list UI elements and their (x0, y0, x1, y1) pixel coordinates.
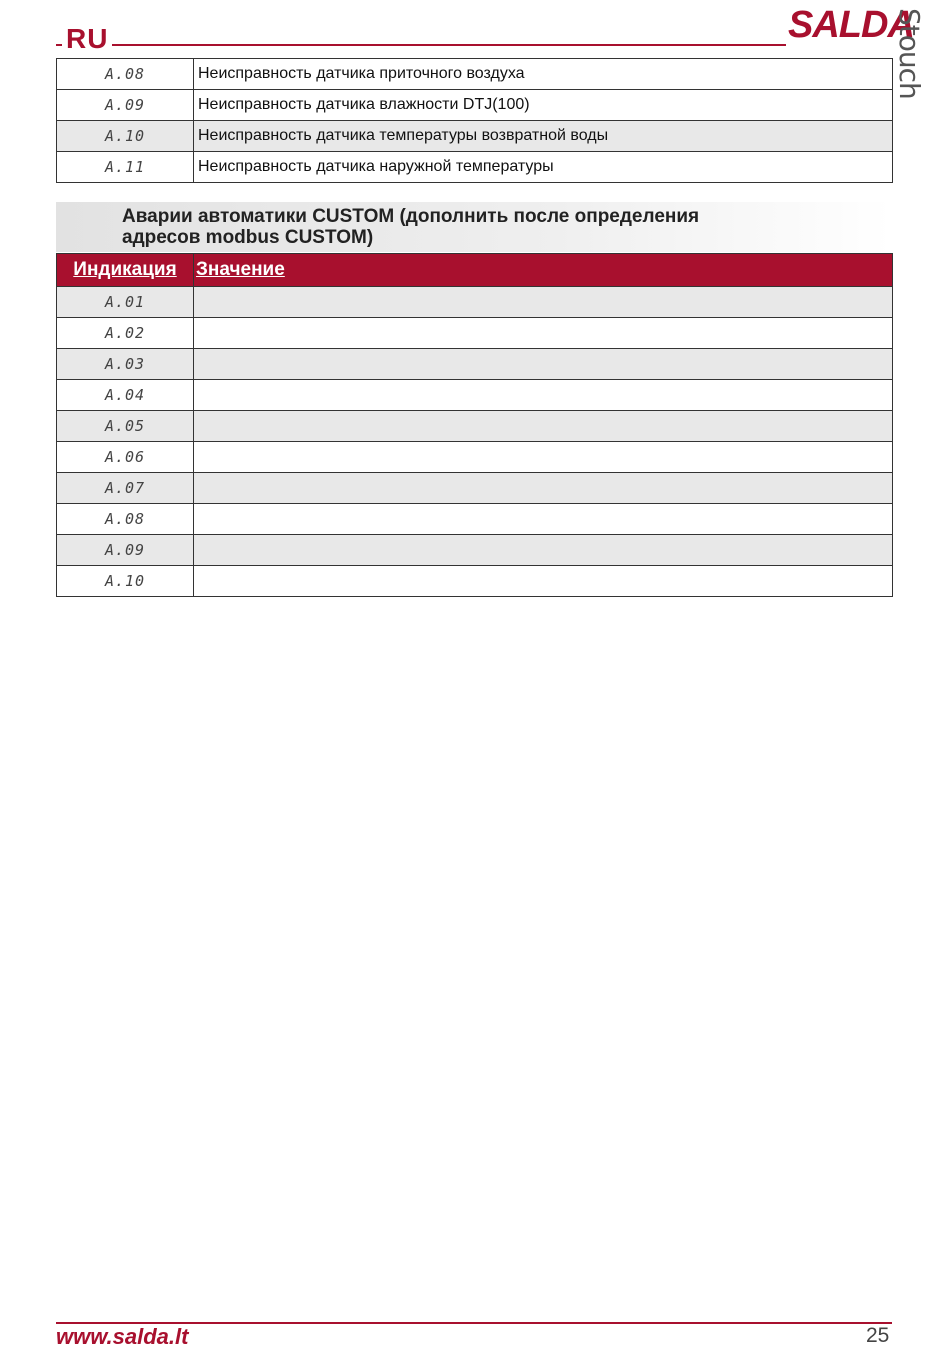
alarm-description: Неисправность датчика влажности DTJ(100) (194, 90, 893, 121)
table-row (57, 318, 893, 349)
section-title: Аварии автоматики CUSTOM (дополнить после определения адресов modbus CUSTOM) (122, 206, 700, 248)
alarm-value (194, 504, 893, 535)
alarm-code: A.07 (57, 473, 194, 504)
table-row (57, 380, 893, 411)
table-row (57, 473, 893, 504)
alarm-value (194, 473, 893, 504)
alarm-code: A.08 (57, 504, 194, 535)
alarm-value (194, 318, 893, 349)
table-row (57, 566, 893, 597)
custom-alarm-table (56, 253, 893, 597)
page-number: 25 (866, 1324, 890, 1347)
table-row (57, 535, 893, 566)
alarm-value (194, 287, 893, 318)
table-row (57, 504, 893, 535)
table-row (57, 59, 893, 90)
table-row (57, 411, 893, 442)
section-heading-box (56, 202, 892, 252)
alarm-description: Неисправность датчика наружной температуры (194, 152, 893, 183)
header-rule (56, 44, 892, 46)
table-row (57, 90, 893, 121)
alarm-code: A.02 (57, 318, 194, 349)
alarm-value (194, 349, 893, 380)
alarm-table-top (56, 58, 893, 183)
alarm-code: A.04 (57, 380, 194, 411)
alarm-value (194, 442, 893, 473)
alarm-value (194, 380, 893, 411)
alarm-code: A.09 (57, 90, 194, 121)
table-row (57, 152, 893, 183)
alarm-code: A.06 (57, 442, 194, 473)
series-label: Stouch (893, 8, 926, 99)
alarm-code: A.03 (57, 349, 194, 380)
alarm-code: A.05 (57, 411, 194, 442)
column-header-indication: Индикация (57, 254, 194, 287)
alarm-code: A.01 (57, 287, 194, 318)
column-header-value: Значение (194, 254, 893, 287)
alarm-description: Неисправность датчика приточного воздуха (194, 59, 893, 90)
alarm-description: Неисправность датчика температуры возвратной воды (194, 121, 893, 152)
alarm-value (194, 535, 893, 566)
footer-website-link[interactable]: www.salda.lt (56, 1324, 189, 1349)
alarm-value (194, 566, 893, 597)
table-row (57, 121, 893, 152)
table-row (57, 349, 893, 380)
alarm-code: A.11 (57, 152, 194, 183)
language-label: RU (62, 22, 112, 56)
table-header-row (57, 254, 893, 287)
table-row (57, 287, 893, 318)
table-row (57, 442, 893, 473)
alarm-code: A.08 (57, 59, 194, 90)
alarm-value (194, 411, 893, 442)
alarm-code: A.09 (57, 535, 194, 566)
alarm-code: A.10 (57, 121, 194, 152)
alarm-code: A.10 (57, 566, 194, 597)
salda-logo: SALDA (788, 4, 914, 46)
